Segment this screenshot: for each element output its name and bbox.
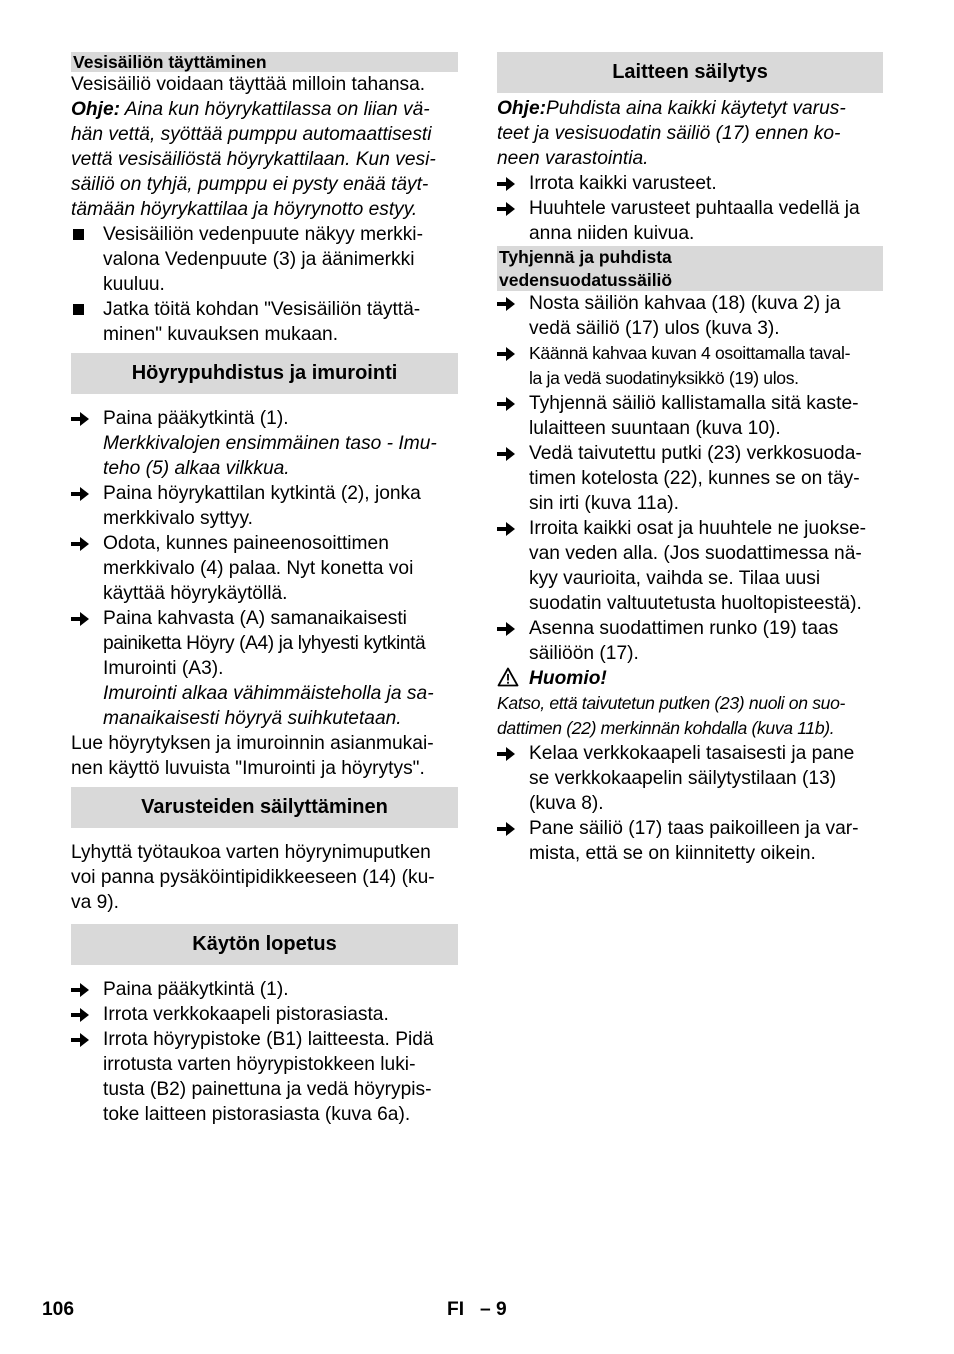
section-heading-steam-vacuum: Höyrypuhdistus ja imurointi xyxy=(71,353,458,394)
arrow-right-icon xyxy=(71,1002,95,1027)
list-item: Huuhtele varusteet puhtaalla vedellä ja anna niiden kuivua. xyxy=(497,196,883,246)
arrow-right-icon xyxy=(497,441,521,466)
list-item: Käännä kahvaa kuvan 4 osoittamalla taval- la ja vedä suodatinyksikkö (19) ulos. xyxy=(497,341,883,391)
warning-heading: Huomio! xyxy=(497,666,883,691)
list-item: Paina pääkytkintä (1). Merkkivalojen ensimmäinen taso - Imu- teho (5) alkaa vilkkua. xyxy=(71,406,458,481)
arrow-right-icon xyxy=(71,406,95,431)
list-item: Jatka töitä kohdan "Vesisäiliön täyttä- minen" kuvauksen mukaan. xyxy=(71,297,458,347)
arrow-right-icon xyxy=(71,977,95,1002)
square-bullet-icon xyxy=(71,297,95,322)
list-item: Kelaa verkkokaapeli tasaisesti ja pane se verkkokaapelin säilytystilaan (13) (kuva 8). xyxy=(497,741,883,816)
section-heading-shutdown: Käytön lopetus xyxy=(71,924,458,965)
note-label: Ohje: xyxy=(71,99,121,120)
arrow-right-icon xyxy=(497,291,521,316)
arrow-right-icon xyxy=(497,616,521,641)
list-item: Paina höyrykattilan kytkintä (2), jonka merkkivalo syttyy. xyxy=(71,481,458,531)
section-heading-empty-clean-filter-tank: Tyhjennä ja puhdista vedensuodatussäiliö xyxy=(497,246,883,291)
arrow-right-icon xyxy=(497,341,521,366)
note-text: Aina kun höyrykattilassa on liian vä- xyxy=(120,99,430,120)
list-item: Nosta säiliön kahvaa (18) (kuva 2) ja vedä säiliö (17) ulos (kuva 3). xyxy=(497,291,883,341)
arrow-right-icon xyxy=(71,531,95,556)
arrow-right-icon xyxy=(497,171,521,196)
paragraph: Vesisäiliö voidaan täyttää milloin tahansa. xyxy=(71,74,426,95)
step-list xyxy=(497,171,883,246)
list-item: Odota, kunnes paineenosoittimen merkkivalo (4) palaa. Nyt konetta voi käyttää höyrykäytöllä. xyxy=(71,531,458,606)
right-column xyxy=(497,52,883,866)
note-text: tämään höyrykattilaa ja höyrynotto estyy. xyxy=(71,199,418,220)
list-item: Irrota kaikki varusteet. xyxy=(497,171,883,196)
note-text: säiliö on tyhjä, pumppu ei pysty enää täyt- xyxy=(71,174,429,195)
page-number: 106 xyxy=(42,1299,75,1320)
step-list xyxy=(497,291,883,666)
paragraph: Lyhyttä työtaukoa varten höyrynimuputken voi panna pysäköintipidikkeeseen (14) (ku- va 9). xyxy=(71,842,435,913)
list-item: Asenna suodattimen runko (19) taas säiliöön (17). xyxy=(497,616,883,666)
arrow-right-icon xyxy=(497,816,521,841)
step-list xyxy=(497,741,883,866)
arrow-right-icon xyxy=(497,741,521,766)
note-label: Ohje: xyxy=(497,98,547,119)
list-item: Tyhjennä säiliö kallistamalla sitä kaste- lulaitteen suuntaan (kuva 10). xyxy=(497,391,883,441)
paragraph: Lue höyrytyksen ja imuroinnin asianmukai- nen käyttö luvuista "Imurointi ja höyrytys". xyxy=(71,733,434,779)
left-column xyxy=(71,52,458,1127)
arrow-right-icon xyxy=(497,196,521,221)
warning-triangle-icon xyxy=(497,667,521,687)
arrow-right-icon xyxy=(497,516,521,541)
section-heading-fill-water-tank: Vesisäiliön täyttäminen xyxy=(71,52,458,72)
section-heading-device-storage: Laitteen säilytys xyxy=(497,52,883,93)
list-item: Vesisäiliön vedenpuute näkyy merkki- valona Vedenpuute (3) ja äänimerkki kuuluu. xyxy=(71,222,458,297)
note-paragraph xyxy=(71,97,458,222)
arrow-right-icon xyxy=(71,1027,95,1052)
section-heading-accessory-storage: Varusteiden säilyttäminen xyxy=(71,787,458,828)
note-text: vettä vesisäiliöstä höyrykattilaan. Kun vesi- xyxy=(71,149,436,170)
list-item: Paina pääkytkintä (1). xyxy=(71,977,458,1002)
list-item: Irrota verkkokaapeli pistorasiasta. xyxy=(71,1002,458,1027)
arrow-right-icon xyxy=(71,481,95,506)
list-item: Vedä taivutettu putki (23) verkkosuoda- timen kotelosta (22), kunnes se on täy- sin irti (kuva 11a). xyxy=(497,441,883,516)
arrow-right-icon xyxy=(71,606,95,631)
bullet-list xyxy=(71,222,458,347)
warning-text: Katso, että taivutetun putken (23) nuoli on suo- dattimen (22) merkinnän kohdalla (kuva 11b). xyxy=(497,693,846,738)
list-item: Paina kahvasta (A) samanaikaisesti painiketta Höyry (A4) ja lyhyesti kytkintä Imurointi (A3). Imurointi alkaa vähimmäisteholla ja sa- manaikaisesti höyryä suihkutetaan. xyxy=(71,606,458,731)
step-list xyxy=(71,406,458,731)
square-bullet-icon xyxy=(71,222,95,247)
list-item: Irrota höyrypistoke (B1) laitteesta. Pidä irrotusta varten höyrypistokkeen luki- tusta (B2) painettuna ja vedä höyrypis- toke laitteen pistorasiasta (kuva 6a). xyxy=(71,1027,458,1127)
note-text: hän vettä, syöttää pumppu automaattisesti xyxy=(71,124,432,145)
step-list xyxy=(71,977,458,1127)
note-paragraph: Ohje:Puhdista aina kaikki käytetyt varus- teet ja vesisuodatin säiliö (17) ennen ko- neen varastointia. xyxy=(497,98,846,169)
language-page-label: FI – 9 xyxy=(447,1299,507,1320)
arrow-right-icon xyxy=(497,391,521,416)
list-item: Irroita kaikki osat ja huuhtele ne juokse- van veden alla. (Jos suodattimessa nä- kyy vaurioita, vaihda se. Tilaa uusi suodatin valtuutetusta huoltopisteestä). xyxy=(497,516,883,616)
list-item: Pane säiliö (17) taas paikoilleen ja var- mista, että se on kiinnitetty oikein. xyxy=(497,816,883,866)
